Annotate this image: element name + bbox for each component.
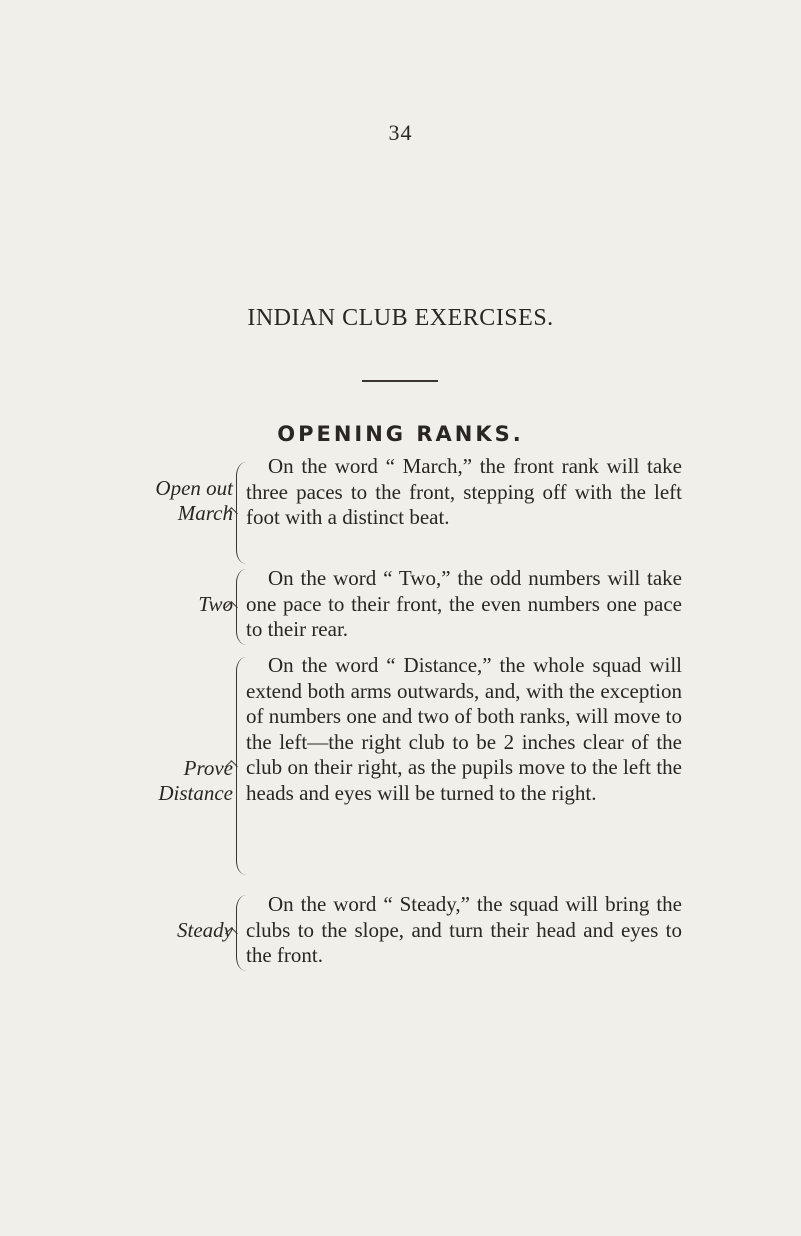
side-note-line: Steady — [177, 918, 233, 942]
entry-text-content: On the word “ Distance,” the whole squad will extend both arms outwards, and, with the exception of numbers one and two of both ranks, will move to the left—the right club to be 2 inches clear of the club on their right, as the pupils move to the left the heads and eyes will be turned to the right. — [246, 653, 682, 805]
entry-text-content: On the word “ Steady,” the squad will bring the clubs to the slope, and turn their head and eyes to the front. — [246, 892, 682, 968]
entry-text — [246, 653, 682, 807]
side-note-line: Prove — [183, 756, 233, 780]
side-note-open-out-march — [155, 476, 233, 526]
side-note-line: March — [177, 501, 233, 525]
side-note-line: Two — [198, 592, 233, 616]
entry-text — [246, 892, 682, 969]
entry-text — [246, 566, 682, 643]
entry-text-content: On the word “ March,” the front rank will take three paces to the front, stepping off with the left foot with a distinct beat. — [246, 454, 682, 530]
section-heading: OPENING RANKS. — [277, 422, 524, 446]
side-note-steady — [177, 918, 233, 943]
entry-text — [246, 454, 682, 531]
side-note-prove-distance — [158, 756, 233, 806]
side-note-line: Open out — [155, 476, 233, 500]
title-rule — [362, 380, 438, 382]
side-note-line: Distance — [158, 781, 233, 805]
entry-text-content: On the word “ Two,” the odd numbers will take one pace to their front, the even numbers one pace to their rear. — [246, 566, 682, 642]
running-title: INDIAN CLUB EXERCISES. — [247, 305, 554, 331]
page-number: 34 — [388, 120, 413, 145]
